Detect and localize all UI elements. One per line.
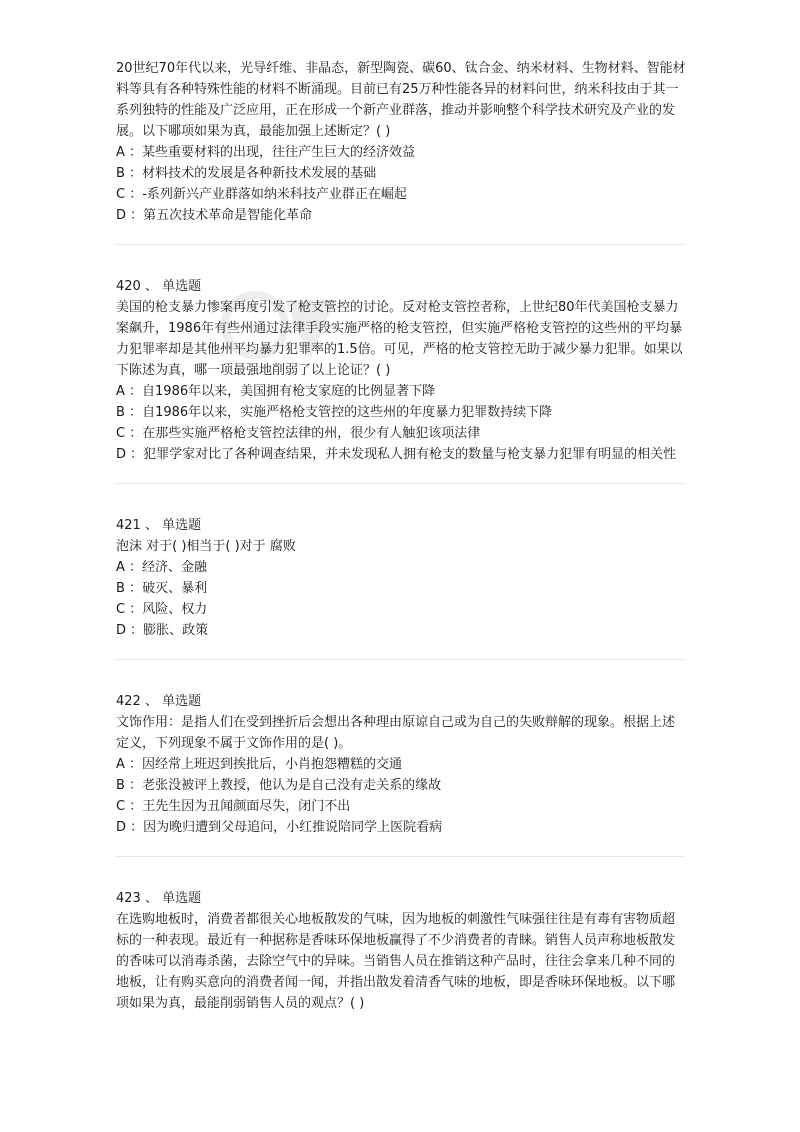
question-422: [116, 691, 686, 838]
option-b[interactable]: [116, 578, 686, 599]
option-letter: D ：: [116, 208, 144, 223]
option-letter: A ：: [116, 560, 143, 575]
option-letter: D ：: [116, 447, 144, 462]
question-header: 420 、 单选题: [116, 279, 202, 294]
option-text: 某些重要材料的出现，往往产生巨大的经济效益: [142, 145, 416, 160]
option-text: 因经常上班迟到挨批后，小肖抱怨糟糕的交通: [142, 757, 403, 772]
option-text: 在那些实施严格枪支管控法律的州，很少有人触犯该项法律: [142, 426, 481, 441]
option-letter: B ：: [116, 405, 143, 420]
question-header: 422 、 单选题: [116, 694, 202, 709]
option-letter: A ：: [116, 757, 143, 772]
question-stem: 美国的枪支暴力惨案再度引发了枪支管控的讨论。反对枪支管控者称，上世纪80年代美国枪支暴力案飙升，1986年有些州通过法律手段实施严格的枪支管控，但实施严格枪支管控的这些州的平均暴力犯罪率却是其他州平均暴力犯罪率的1.5倍。可见，严格的枪支管控无助于减少暴力犯罪。如果以下陈述为真，哪一项最强地削弱了以上论证？( ): [116, 300, 683, 378]
option-d[interactable]: [116, 205, 686, 226]
option-text: 老张没被评上教授，他认为是自己没有走关系的缘故: [142, 778, 442, 793]
question-stem: 文饰作用：是指人们在受到挫折后会想出各种理由原谅自己或为自己的失败辩解的现象。根据上述定义，下列现象不属于文饰作用的是( )。: [116, 715, 676, 751]
divider: [116, 244, 684, 245]
option-d[interactable]: [116, 444, 686, 465]
question-stem: 泡沫 对于( )相当于( )对于 腐败: [116, 539, 296, 554]
option-text: -系列新兴产业群落如纳米科技产业群正在崛起: [142, 187, 407, 202]
question-stem: 20世纪70年代以来，光导纤维、非晶态，新型陶瓷、碳60、钛合金、纳米材料、生物材料、智能材料等具有各种特殊性能的材料不断涌现。目前已有25万种性能各异的材料问世，纳米科技由于其一系列独特的性能及广泛应用，正在形成一个新产业群落，推动并影响整个科学技术研究及产业的发展。以下哪项如果为真，最能加强上述断定？( ): [116, 61, 686, 139]
option-a[interactable]: [116, 142, 686, 163]
option-letter: B ：: [116, 166, 143, 181]
option-c[interactable]: [116, 796, 686, 817]
question-421: [116, 515, 686, 641]
divider: [116, 483, 684, 484]
option-text: 自1986年以来，实施严格枪支管控的这些州的年度暴力犯罪数持续下降: [142, 405, 553, 420]
option-text: 材料技术的发展是各种新技术发展的基础: [142, 166, 377, 181]
option-letter: B ：: [116, 581, 143, 596]
option-letter: A ：: [116, 145, 143, 160]
question-header: 423 、 单选题: [116, 891, 202, 906]
option-text: 破灭、暴利: [142, 581, 208, 596]
option-text: 膨胀、政策: [143, 623, 209, 638]
option-text: 第五次技术革命是智能化革命: [143, 208, 313, 223]
question-stem: 在选购地板时，消费者都很关心地板散发的气味，因为地板的刺激性气味强往往是有毒有害物质超标的一种表现。最近有一种据称是香味环保地板赢得了不少消费者的青睐。销售人员声称地板散发的香味可以消毒杀菌，去除空气中的异味。当销售人员在推销这种产品时，往往会拿来几种不同的地板，让有购买意向的消费者闻一闻，并指出散发着清香气味的地板，即是香味环保地板。以下哪项如果为真，最能削弱销售人员的观点？( ): [116, 912, 676, 1011]
option-letter: B ：: [116, 778, 143, 793]
option-letter: C ：: [116, 187, 143, 202]
option-d[interactable]: [116, 817, 686, 838]
question-prev: [116, 58, 686, 226]
option-c[interactable]: [116, 599, 686, 620]
option-text: 经济、金融: [142, 560, 208, 575]
option-b[interactable]: [116, 402, 686, 423]
question-420: [116, 276, 686, 465]
option-b[interactable]: [116, 775, 686, 796]
option-letter: C ：: [116, 602, 143, 617]
option-b[interactable]: [116, 163, 686, 184]
option-text: 犯罪学家对比了各种调查结果，并未发现私人拥有枪支的数量与枪支暴力犯罪有明显的相关性: [143, 447, 677, 462]
divider: [116, 856, 684, 857]
option-letter: A ：: [116, 384, 143, 399]
question-list: [116, 58, 686, 1014]
option-letter: C ：: [116, 426, 143, 441]
option-letter: D ：: [116, 820, 144, 835]
option-letter: C ：: [116, 799, 143, 814]
option-c[interactable]: [116, 423, 686, 444]
option-d[interactable]: [116, 620, 686, 641]
option-c[interactable]: [116, 184, 686, 205]
question-header: 421 、 单选题: [116, 518, 202, 533]
option-text: 自1986年以来，美国拥有枪支家庭的比例显著下降: [142, 384, 436, 399]
option-text: 风险、权力: [142, 602, 208, 617]
option-text: 王先生因为丑闻颜面尽失，闭门不出: [142, 799, 351, 814]
option-letter: D ：: [116, 623, 144, 638]
question-423: [116, 888, 686, 1014]
option-a[interactable]: [116, 557, 686, 578]
option-text: 因为晚归遭到父母追问，小红推说陪同学上医院看病: [143, 820, 443, 835]
option-a[interactable]: [116, 754, 686, 775]
option-a[interactable]: [116, 381, 686, 402]
divider: [116, 659, 684, 660]
